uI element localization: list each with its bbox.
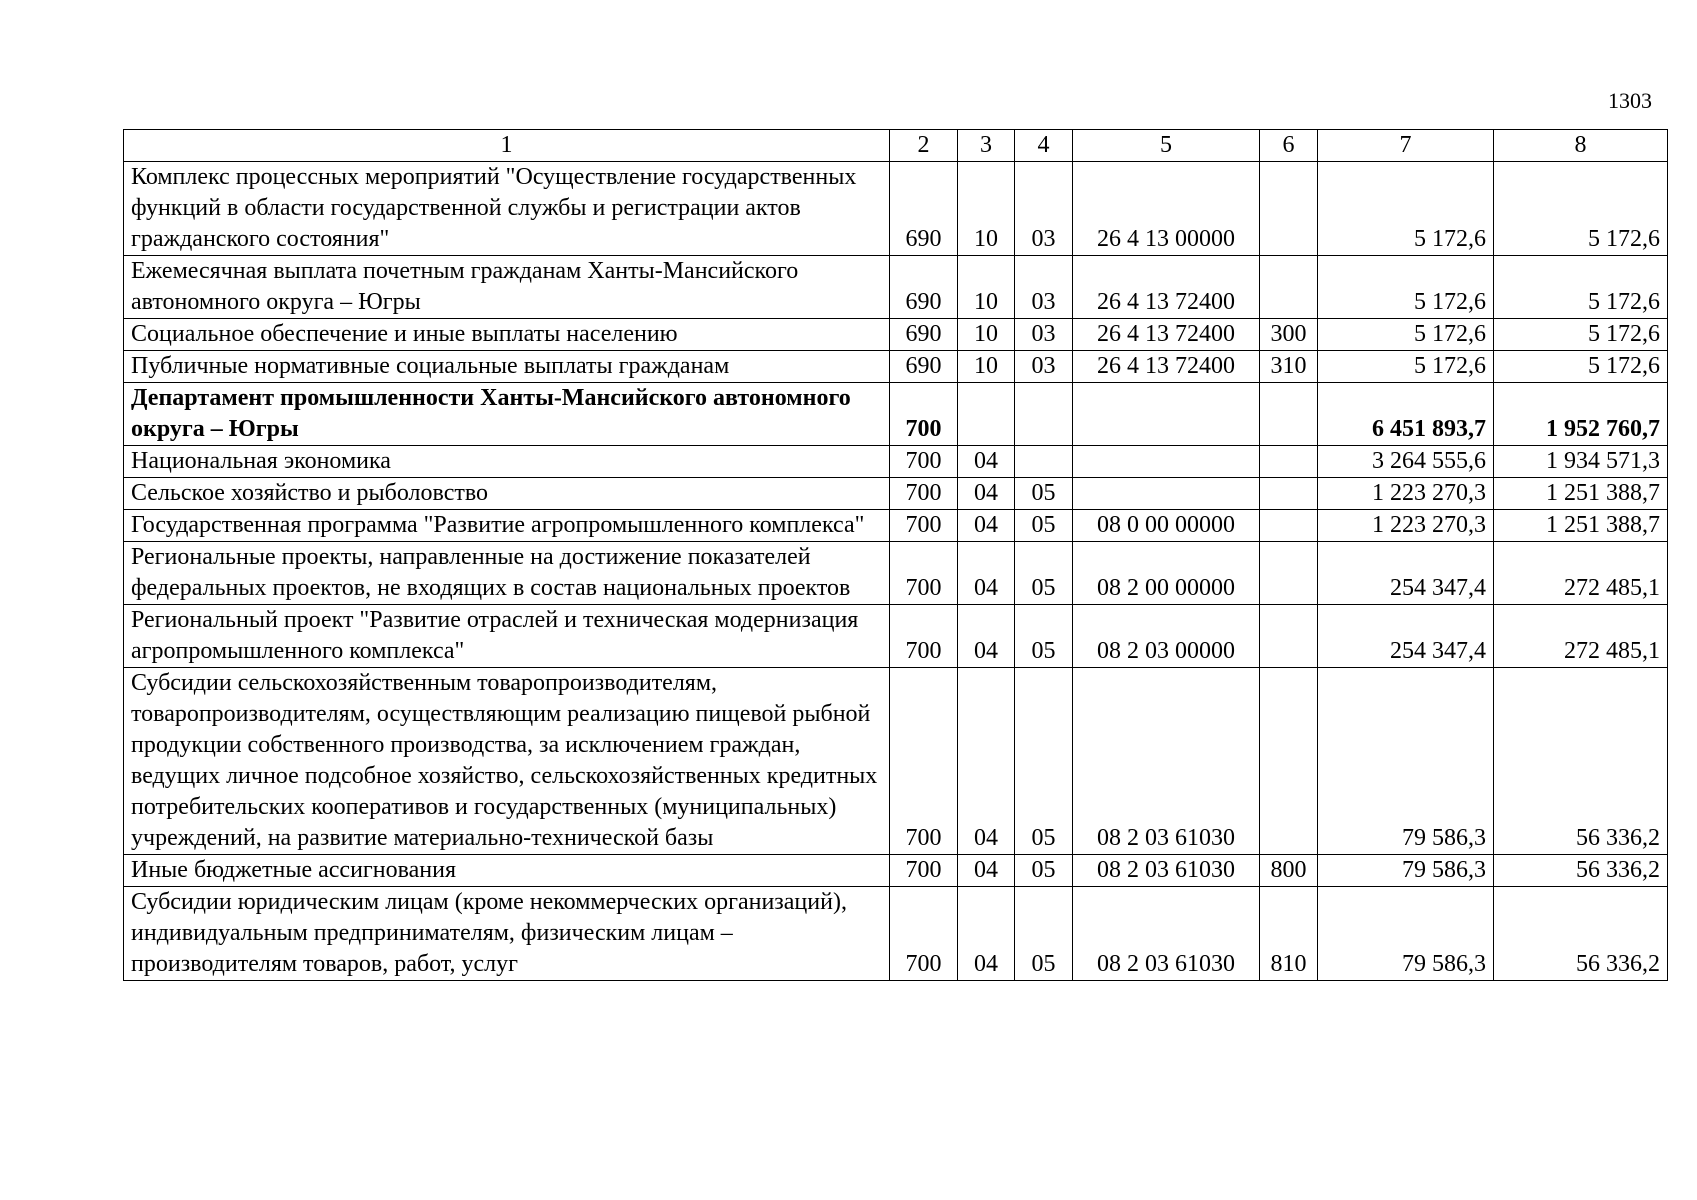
row-code-5-cell bbox=[1073, 383, 1260, 446]
row-amount-7-cell: 79 586,3 bbox=[1318, 887, 1494, 981]
table-body bbox=[124, 162, 1668, 981]
row-code-5-cell bbox=[1073, 446, 1260, 478]
row-code-2-cell: 700 bbox=[890, 887, 958, 981]
column-header: 2 bbox=[890, 130, 958, 162]
row-code-5-cell: 08 2 03 61030 bbox=[1073, 668, 1260, 855]
row-amount-8-cell: 5 172,6 bbox=[1494, 351, 1668, 383]
column-header: 6 bbox=[1260, 130, 1318, 162]
row-amount-7-cell: 5 172,6 bbox=[1318, 256, 1494, 319]
row-code-5-cell: 26 4 13 72400 bbox=[1073, 351, 1260, 383]
table-row bbox=[124, 162, 1668, 256]
table-row bbox=[124, 887, 1668, 981]
table-row bbox=[124, 383, 1668, 446]
page-number: 1303 bbox=[1608, 88, 1652, 113]
row-code-6-cell bbox=[1260, 383, 1318, 446]
row-code-3-cell bbox=[958, 383, 1015, 446]
row-code-2-cell: 700 bbox=[890, 668, 958, 855]
row-amount-8-cell: 5 172,6 bbox=[1494, 319, 1668, 351]
row-code-2-cell: 690 bbox=[890, 256, 958, 319]
row-code-3-cell: 04 bbox=[958, 446, 1015, 478]
row-code-2-cell: 700 bbox=[890, 478, 958, 510]
row-name-cell: Сельское хозяйство и рыболовство bbox=[124, 478, 890, 510]
row-code-4-cell: 03 bbox=[1015, 162, 1073, 256]
row-name-cell: Региональный проект "Развитие отраслей и техническая модернизация агропромышленного комплекса" bbox=[124, 605, 890, 668]
row-code-4-cell: 05 bbox=[1015, 605, 1073, 668]
row-code-2-cell: 700 bbox=[890, 383, 958, 446]
row-code-4-cell bbox=[1015, 446, 1073, 478]
row-name-cell: Комплекс процессных мероприятий "Осуществление государственных функций в области государственной службы и регистрации актов гражданского состояния" bbox=[124, 162, 890, 256]
row-amount-7-cell: 79 586,3 bbox=[1318, 668, 1494, 855]
row-code-5-cell: 08 0 00 00000 bbox=[1073, 510, 1260, 542]
row-amount-7-cell: 254 347,4 bbox=[1318, 605, 1494, 668]
row-code-3-cell: 10 bbox=[958, 351, 1015, 383]
column-header: 3 bbox=[958, 130, 1015, 162]
table-header-row bbox=[124, 130, 1668, 162]
row-amount-7-cell: 1 223 270,3 bbox=[1318, 478, 1494, 510]
column-header: 8 bbox=[1494, 130, 1668, 162]
table-row bbox=[124, 351, 1668, 383]
row-name-cell: Субсидии юридическим лицам (кроме некоммерческих организаций), индивидуальным предпринимателям, физическим лицам – производителям товаров, работ, услуг bbox=[124, 887, 890, 981]
row-code-2-cell: 690 bbox=[890, 319, 958, 351]
row-code-5-cell: 08 2 00 00000 bbox=[1073, 542, 1260, 605]
row-code-6-cell: 800 bbox=[1260, 855, 1318, 887]
row-code-2-cell: 690 bbox=[890, 351, 958, 383]
row-code-6-cell: 310 bbox=[1260, 351, 1318, 383]
row-code-2-cell: 700 bbox=[890, 542, 958, 605]
row-name-cell: Национальная экономика bbox=[124, 446, 890, 478]
row-code-3-cell: 04 bbox=[958, 542, 1015, 605]
row-code-3-cell: 10 bbox=[958, 162, 1015, 256]
row-code-3-cell: 04 bbox=[958, 855, 1015, 887]
row-amount-8-cell: 1 251 388,7 bbox=[1494, 510, 1668, 542]
row-code-4-cell: 05 bbox=[1015, 542, 1073, 605]
row-code-6-cell bbox=[1260, 256, 1318, 319]
row-amount-8-cell: 1 251 388,7 bbox=[1494, 478, 1668, 510]
row-name-cell: Публичные нормативные социальные выплаты гражданам bbox=[124, 351, 890, 383]
table-row bbox=[124, 510, 1668, 542]
row-code-4-cell: 03 bbox=[1015, 319, 1073, 351]
row-code-3-cell: 10 bbox=[958, 319, 1015, 351]
row-amount-7-cell: 5 172,6 bbox=[1318, 351, 1494, 383]
table-row bbox=[124, 542, 1668, 605]
row-amount-7-cell: 1 223 270,3 bbox=[1318, 510, 1494, 542]
row-code-4-cell: 03 bbox=[1015, 351, 1073, 383]
row-amount-7-cell: 254 347,4 bbox=[1318, 542, 1494, 605]
row-amount-7-cell: 79 586,3 bbox=[1318, 855, 1494, 887]
column-header: 5 bbox=[1073, 130, 1260, 162]
row-amount-8-cell: 56 336,2 bbox=[1494, 855, 1668, 887]
row-code-2-cell: 700 bbox=[890, 510, 958, 542]
row-amount-8-cell: 1 952 760,7 bbox=[1494, 383, 1668, 446]
row-code-6-cell: 300 bbox=[1260, 319, 1318, 351]
row-code-3-cell: 04 bbox=[958, 478, 1015, 510]
row-code-4-cell: 05 bbox=[1015, 855, 1073, 887]
table-row bbox=[124, 605, 1668, 668]
row-code-6-cell bbox=[1260, 668, 1318, 855]
row-amount-8-cell: 1 934 571,3 bbox=[1494, 446, 1668, 478]
row-code-5-cell: 08 2 03 61030 bbox=[1073, 887, 1260, 981]
table-row bbox=[124, 478, 1668, 510]
row-amount-8-cell: 272 485,1 bbox=[1494, 542, 1668, 605]
row-amount-8-cell: 5 172,6 bbox=[1494, 162, 1668, 256]
row-code-3-cell: 04 bbox=[958, 887, 1015, 981]
row-code-5-cell: 08 2 03 61030 bbox=[1073, 855, 1260, 887]
row-name-cell: Государственная программа "Развитие агропромышленного комплекса" bbox=[124, 510, 890, 542]
column-header: 7 bbox=[1318, 130, 1494, 162]
row-code-4-cell bbox=[1015, 383, 1073, 446]
row-code-6-cell bbox=[1260, 542, 1318, 605]
row-code-4-cell: 05 bbox=[1015, 510, 1073, 542]
column-header: 4 bbox=[1015, 130, 1073, 162]
row-code-5-cell: 26 4 13 72400 bbox=[1073, 319, 1260, 351]
row-code-5-cell: 08 2 03 00000 bbox=[1073, 605, 1260, 668]
row-name-cell: Региональные проекты, направленные на достижение показателей федеральных проектов, не входящих в состав национальных проектов bbox=[124, 542, 890, 605]
row-code-3-cell: 04 bbox=[958, 510, 1015, 542]
row-amount-8-cell: 272 485,1 bbox=[1494, 605, 1668, 668]
row-name-cell: Субсидии сельскохозяйственным товаропроизводителям, товаропроизводителям, осуществляющим реализацию пищевой рыбной продукции собственного производства, за исключением граждан, ведущих личное подсобное хозяйство, сельскохозяйственных кредитных потребительских кооперативов и государственных (муниципальных) учреждений, на развитие материально-технической базы bbox=[124, 668, 890, 855]
row-amount-7-cell: 6 451 893,7 bbox=[1318, 383, 1494, 446]
row-code-2-cell: 700 bbox=[890, 446, 958, 478]
row-code-6-cell bbox=[1260, 478, 1318, 510]
row-code-4-cell: 05 bbox=[1015, 668, 1073, 855]
budget-table bbox=[123, 129, 1668, 981]
row-code-2-cell: 700 bbox=[890, 855, 958, 887]
row-code-6-cell bbox=[1260, 446, 1318, 478]
table-row bbox=[124, 256, 1668, 319]
row-name-cell: Департамент промышленности Ханты-Мансийского автономного округа – Югры bbox=[124, 383, 890, 446]
row-code-6-cell: 810 bbox=[1260, 887, 1318, 981]
row-code-4-cell: 05 bbox=[1015, 478, 1073, 510]
column-header: 1 bbox=[124, 130, 890, 162]
row-code-6-cell bbox=[1260, 162, 1318, 256]
row-code-5-cell: 26 4 13 00000 bbox=[1073, 162, 1260, 256]
row-code-5-cell: 26 4 13 72400 bbox=[1073, 256, 1260, 319]
row-amount-7-cell: 5 172,6 bbox=[1318, 319, 1494, 351]
row-amount-8-cell: 56 336,2 bbox=[1494, 668, 1668, 855]
row-code-3-cell: 10 bbox=[958, 256, 1015, 319]
row-amount-7-cell: 3 264 555,6 bbox=[1318, 446, 1494, 478]
row-code-2-cell: 700 bbox=[890, 605, 958, 668]
row-amount-8-cell: 5 172,6 bbox=[1494, 256, 1668, 319]
table-row bbox=[124, 446, 1668, 478]
row-name-cell: Социальное обеспечение и иные выплаты населению bbox=[124, 319, 890, 351]
row-code-6-cell bbox=[1260, 510, 1318, 542]
row-code-2-cell: 690 bbox=[890, 162, 958, 256]
row-code-3-cell: 04 bbox=[958, 668, 1015, 855]
table-row bbox=[124, 668, 1668, 855]
row-name-cell: Ежемесячная выплата почетным гражданам Ханты-Мансийского автономного округа – Югры bbox=[124, 256, 890, 319]
row-code-4-cell: 03 bbox=[1015, 256, 1073, 319]
row-amount-8-cell: 56 336,2 bbox=[1494, 887, 1668, 981]
row-code-4-cell: 05 bbox=[1015, 887, 1073, 981]
row-code-6-cell bbox=[1260, 605, 1318, 668]
row-name-cell: Иные бюджетные ассигнования bbox=[124, 855, 890, 887]
row-code-3-cell: 04 bbox=[958, 605, 1015, 668]
table-row bbox=[124, 319, 1668, 351]
table-row bbox=[124, 855, 1668, 887]
row-code-5-cell bbox=[1073, 478, 1260, 510]
row-amount-7-cell: 5 172,6 bbox=[1318, 162, 1494, 256]
